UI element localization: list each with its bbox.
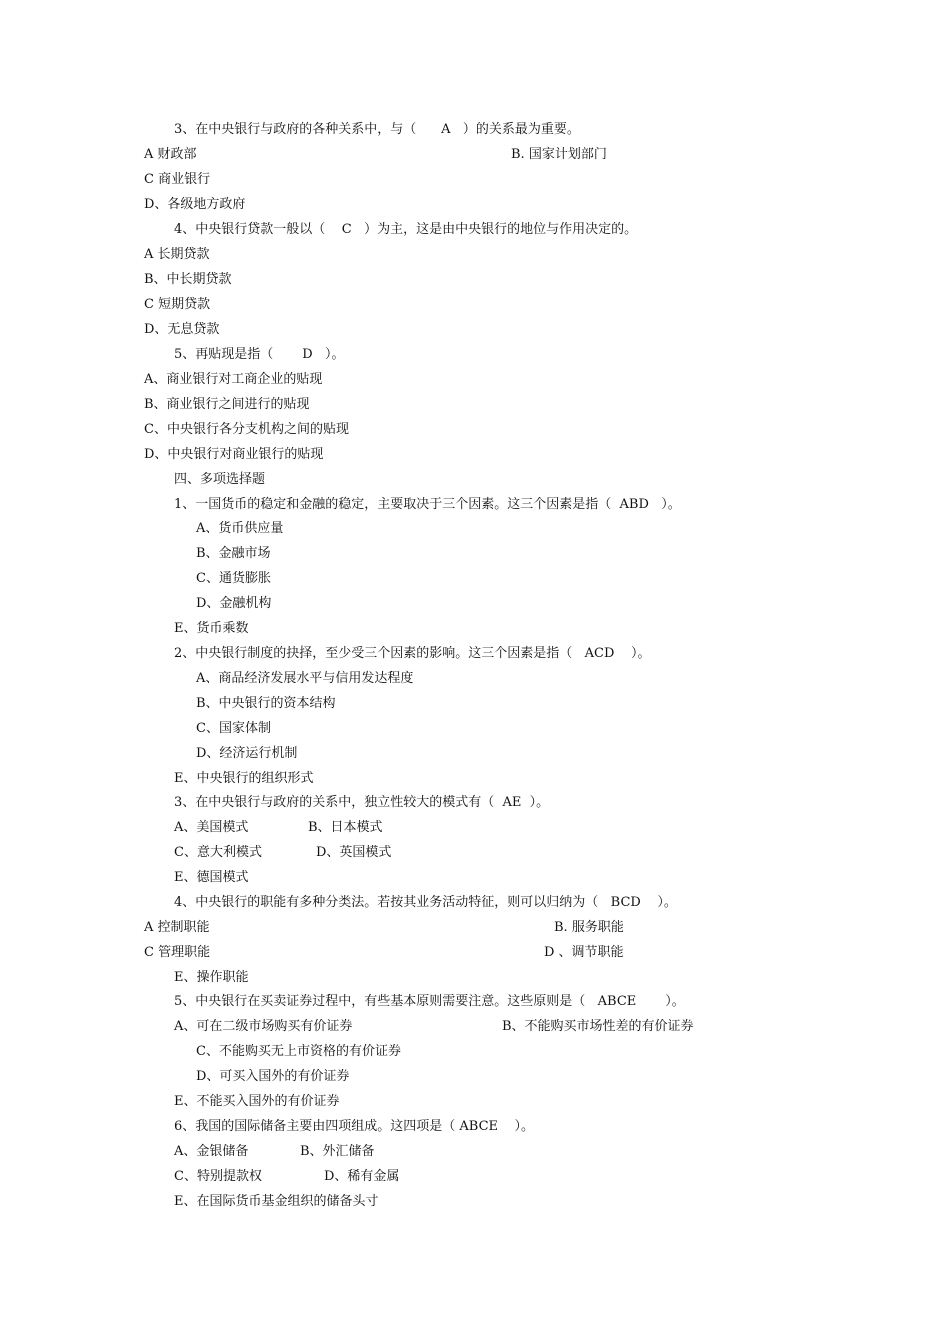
option-a: A、可在二级市场购买有价证券	[174, 1019, 353, 1034]
option-c: C、通货膨胀	[196, 571, 271, 586]
question-5-stem: 5、再贴现是指（ D ）。	[174, 347, 345, 362]
option-d: D、中央银行对商业银行的贴现	[144, 447, 324, 462]
option-b: B、商业银行之间进行的贴现	[144, 397, 310, 412]
option-b: B、中央银行的资本结构	[196, 696, 336, 711]
option-c: C 商业银行	[144, 172, 211, 187]
option-c: C 管理职能	[144, 945, 211, 960]
option-a: A、商业银行对工商企业的贴现	[144, 372, 323, 387]
mc-question-5-stem: 5、中央银行在买卖证券过程中，有些基本原则需要注意。这些原则是（ ABCE ）。	[174, 994, 685, 1009]
option-e: E、操作职能	[174, 970, 249, 985]
option-d: D、可买入国外的有价证券	[196, 1069, 350, 1084]
option-d: D、金融机构	[196, 596, 272, 611]
option-b: B、外汇储备	[300, 1144, 375, 1159]
section-heading: 四、多项选择题	[174, 472, 266, 487]
option-c: C、特别提款权	[174, 1169, 262, 1184]
option-b: B、日本模式	[308, 820, 383, 835]
option-d: D、经济运行机制	[196, 746, 298, 761]
option-e: E、在国际货币基金组织的储备头寸	[174, 1194, 379, 1209]
mc-question-2-stem: 2、中央银行制度的抉择，至少受三个因素的影响。这三个因素是指（ ACD ）。	[174, 646, 651, 661]
option-a: A、商品经济发展水平与信用发达程度	[196, 671, 414, 686]
option-a: A、货币供应量	[196, 521, 284, 536]
option-a: A 财政部	[144, 147, 197, 162]
option-c: C、中央银行各分支机构之间的贴现	[144, 422, 349, 437]
option-d: D、各级地方政府	[144, 197, 246, 212]
option-a: A 长期贷款	[144, 247, 210, 262]
option-a: A、金银储备	[174, 1144, 249, 1159]
option-d: D、稀有金属	[324, 1169, 400, 1184]
option-b: B. 服务职能	[554, 920, 624, 935]
mc-question-1-stem: 1、一国货币的稳定和金融的稳定，主要取决于三个因素。这三个因素是指（ ABD ）。	[174, 497, 681, 512]
option-a: A、美国模式	[174, 820, 249, 835]
option-c: C 短期贷款	[144, 297, 211, 312]
option-c: C、意大利模式	[174, 845, 262, 860]
option-e: E、中央银行的组织形式	[174, 771, 314, 786]
option-b: B. 国家计划部门	[511, 147, 607, 162]
option-d: D 、调节职能	[544, 945, 624, 960]
option-d: D、无息贷款	[144, 322, 220, 337]
option-b: B、金融市场	[196, 546, 271, 561]
option-a: A 控制职能	[144, 920, 210, 935]
option-e: E、德国模式	[174, 870, 249, 885]
option-d: D、英国模式	[316, 845, 392, 860]
option-e: E、货币乘数	[174, 621, 249, 636]
option-e: E、不能买入国外的有价证券	[174, 1094, 340, 1109]
mc-question-4-stem: 4、中央银行的职能有多种分类法。若按其业务活动特征，则可以归纳为（ BCD ）。	[174, 895, 677, 910]
mc-question-3-stem: 3、在中央银行与政府的关系中，独立性较大的模式有（ AE ）。	[174, 795, 550, 810]
option-c: C、国家体制	[196, 721, 271, 736]
option-b: B、不能购买市场性差的有价证券	[502, 1019, 694, 1034]
question-4-stem: 4、中央银行贷款一般以（ C ）为主，这是由中央银行的地位与作用决定的。	[174, 222, 638, 237]
question-3-stem: 3、在中央银行与政府的各种关系中，与（ A ）的关系最为重要。	[174, 122, 580, 137]
mc-question-6-stem: 6、我国的国际储备主要由四项组成。这四项是（ ABCE ）。	[174, 1119, 535, 1134]
option-b: B、中长期贷款	[144, 272, 232, 287]
option-c: C、不能购买无上市资格的有价证券	[196, 1044, 401, 1059]
